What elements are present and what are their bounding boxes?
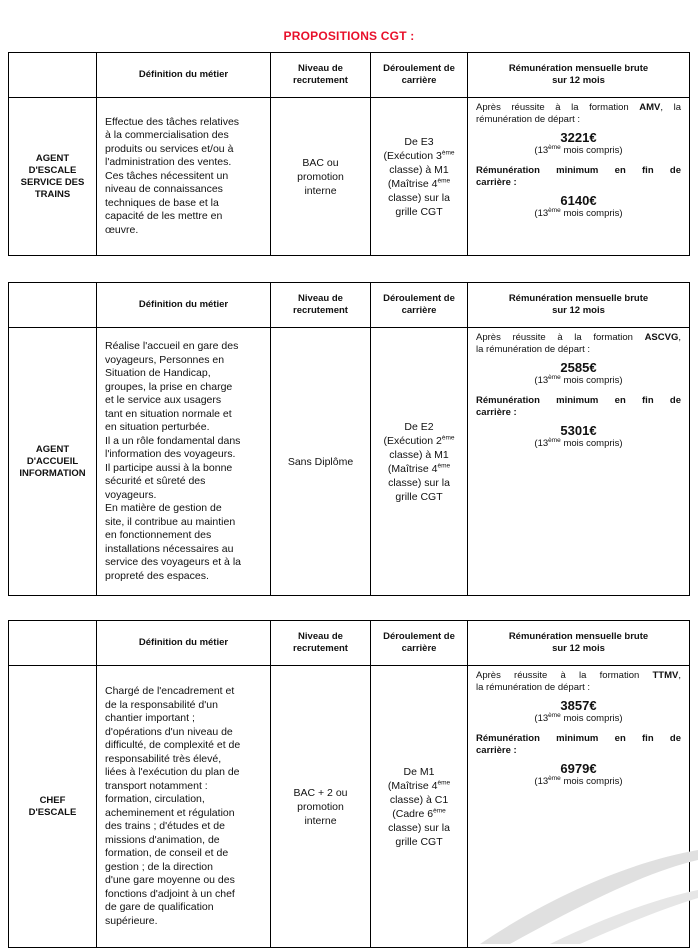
rem-start-label: Après réussite à la formation ASCVG, — [476, 332, 681, 343]
niveau-line: Sans Diplôme — [287, 455, 354, 468]
definition-line: supérieure. — [105, 914, 158, 927]
niveau-line: promotion — [297, 170, 344, 183]
corner-cell — [9, 53, 97, 98]
rem-start-label: Après réussite à la formation TTMV, — [476, 670, 681, 681]
niveau-line: promotion — [297, 800, 344, 813]
rem-start-label: Après réussite à la formation AMV, la — [476, 102, 681, 113]
rem-end-label: Rémunération minimum en fin de — [476, 395, 681, 406]
definition-line: liées à l'exécution du plan de — [105, 766, 240, 778]
header-niveau: Niveau de recrutement — [271, 283, 371, 328]
definition-line: d'opérations d'un niveau de — [105, 725, 233, 738]
definition-line: capacité de les mettre en — [105, 210, 223, 223]
job-remuneration — [468, 328, 690, 596]
niveau-line: interne — [304, 184, 337, 197]
job-name — [9, 328, 97, 596]
definition-line: techniques de base et la — [105, 196, 219, 209]
job-name-line: D'ACCUEIL — [26, 455, 79, 467]
definition-line: site, il contribue au maintien — [105, 515, 236, 528]
job-deroulement: De E2 (Exécution 2ème classe) à M1 (Maîtrise 4ème classe) sur la grille CGT — [371, 328, 468, 596]
definition-line: Réalise l'accueil en gare des — [105, 340, 239, 352]
definition-line: et le service aux usagers — [105, 394, 222, 406]
definition-line: voyageurs, Personnes en — [105, 353, 225, 366]
definition-line: l'administration des ventes. — [105, 156, 232, 169]
definition-line: tant en situation normale et — [105, 407, 232, 420]
job-name — [9, 98, 97, 256]
job-niveau — [271, 328, 371, 596]
definition-line: des trains ; d'études et de — [105, 820, 225, 832]
definition-line: sécurité et sûreté des — [105, 475, 206, 487]
definition-line: de la responsabilité d'un — [105, 698, 218, 711]
job-name-line: INFORMATION — [19, 467, 86, 479]
definition-line: chantier important ; — [105, 712, 195, 724]
rem-start-label-2: rémunération de départ : — [476, 114, 581, 125]
definition-line: acheminement et régulation — [105, 806, 235, 819]
definition-line: Situation de Handicap, — [105, 367, 211, 379]
rem-start-note: (13ème mois compris) — [534, 711, 623, 724]
definition-line: produits ou services et/ou à — [105, 142, 234, 155]
header-deroulement: Déroulement de carrière — [371, 283, 468, 328]
rem-end-amount: 6979€ — [560, 761, 597, 776]
rem-end-note: (13ème mois compris) — [534, 774, 623, 787]
definition-line: En matière de gestion de — [105, 502, 222, 514]
header-niveau: Niveau de recrutement — [271, 53, 371, 98]
definition-line: groupes, la prise en charge — [105, 380, 233, 393]
header-definition: Définition du métier — [97, 283, 271, 328]
page-title: PROPOSITIONS CGT : — [283, 29, 415, 43]
definition-line: formation, de conseil et de — [105, 847, 229, 859]
job-niveau — [271, 98, 371, 256]
definition-line: propreté des espaces. — [105, 569, 209, 582]
header-remuneration: Rémunération mensuelle brute sur 12 mois — [468, 53, 690, 98]
rem-end-note: (13ème mois compris) — [534, 436, 623, 449]
niveau-line: interne — [304, 814, 337, 827]
definition-line: œuvre. — [105, 223, 139, 236]
header-remuneration: Rémunération mensuelle brute sur 12 mois — [468, 621, 690, 666]
definition-line: fonctions d'adjoint à un chef — [105, 887, 235, 900]
definition-line: responsabilité très élevé, — [105, 752, 222, 765]
definition-line: difficulté, de complexité et de — [105, 739, 241, 751]
definition-line: Chargé de l'encadrement et — [105, 685, 235, 697]
rem-end-label-2: carrière : — [476, 407, 517, 418]
header-definition: Définition du métier — [97, 53, 271, 98]
definition-line: à la commercialisation des — [105, 129, 229, 142]
rem-start-amount: 2585€ — [560, 360, 597, 375]
definition-line: de gare de qualification — [105, 901, 214, 913]
rem-end-label-2: carrière : — [476, 177, 517, 188]
rem-end-label: Rémunération minimum en fin de — [476, 165, 681, 176]
job-name-line: AGENT — [35, 152, 70, 164]
job-name-line: TRAINS — [34, 188, 71, 200]
definition-line: en situation perturbée. — [105, 421, 210, 433]
header-deroulement: Déroulement de carrière — [371, 621, 468, 666]
definition-line: Effectue des tâches relatives — [105, 115, 240, 128]
job-niveau — [271, 666, 371, 948]
header-niveau: Niveau de recrutement — [271, 621, 371, 666]
definition-line: formation, circulation, — [105, 793, 205, 805]
job-definition — [97, 328, 271, 596]
job-name-line: CHEF — [39, 794, 66, 806]
definition-line: Ces tâches nécessitent un — [105, 169, 229, 182]
definition-line: voyageurs. — [105, 488, 157, 501]
header-definition: Définition du métier — [97, 621, 271, 666]
definition-line: l'information des voyageurs. — [105, 448, 236, 460]
job-deroulement: De E3 (Exécution 3ème classe) à M1 (Maîtrise 4ème classe) sur la grille CGT — [371, 98, 468, 256]
rem-end-label-2: carrière : — [476, 745, 517, 756]
job-table-2 — [8, 282, 690, 596]
rem-start-note: (13ème mois compris) — [534, 373, 623, 386]
definition-line: Il participe aussi à la bonne — [105, 461, 233, 474]
job-name-line: D'ESCALE — [28, 806, 77, 818]
rem-end-amount: 5301€ — [560, 423, 597, 438]
definition-line: niveau de connaissances — [105, 183, 223, 196]
rem-start-note: (13ème mois compris) — [534, 143, 623, 156]
rem-start-label-2: la rémunération de départ : — [476, 344, 591, 355]
job-remuneration — [468, 98, 690, 256]
rem-start-amount: 3857€ — [560, 698, 597, 713]
job-definition — [97, 666, 271, 948]
definition-line: Il a un rôle fondamental dans — [105, 434, 241, 447]
swoosh-logo-icon — [440, 820, 698, 944]
definition-line: service des voyageurs et à la — [105, 556, 241, 568]
rem-end-amount: 6140€ — [560, 193, 597, 208]
job-name-line: SERVICE DES — [20, 176, 85, 188]
definition-line: d'une gare moyenne ou des — [105, 874, 235, 886]
job-name-line: AGENT — [35, 443, 70, 455]
job-name-line: D'ESCALE — [28, 164, 77, 176]
header-remuneration: Rémunération mensuelle brute sur 12 mois — [468, 283, 690, 328]
definition-line: installations nécessaires au — [105, 542, 234, 555]
job-name — [9, 666, 97, 948]
rem-end-note: (13ème mois compris) — [534, 206, 623, 219]
rem-start-label-2: la rémunération de départ : — [476, 682, 591, 693]
job-definition — [97, 98, 271, 256]
definition-line: transport notamment : — [105, 779, 208, 792]
definition-line: missions d'animation, de — [105, 833, 220, 846]
corner-cell — [9, 621, 97, 666]
job-table-1 — [8, 52, 690, 256]
rem-end-label: Rémunération minimum en fin de — [476, 733, 681, 744]
header-deroulement: Déroulement de carrière — [371, 53, 468, 98]
corner-cell — [9, 283, 97, 328]
rem-start-amount: 3221€ — [560, 130, 597, 145]
niveau-line: BAC + 2 ou — [293, 786, 348, 799]
definition-line: en fonctionnement des — [105, 529, 212, 541]
job-deroulement: De M1 (Maîtrise 4ème classe) à C1 (Cadre 6ème classe) sur la grille CGT — [371, 666, 468, 948]
niveau-line: BAC ou — [302, 156, 339, 169]
definition-line: gestion ; de la direction — [105, 860, 213, 873]
